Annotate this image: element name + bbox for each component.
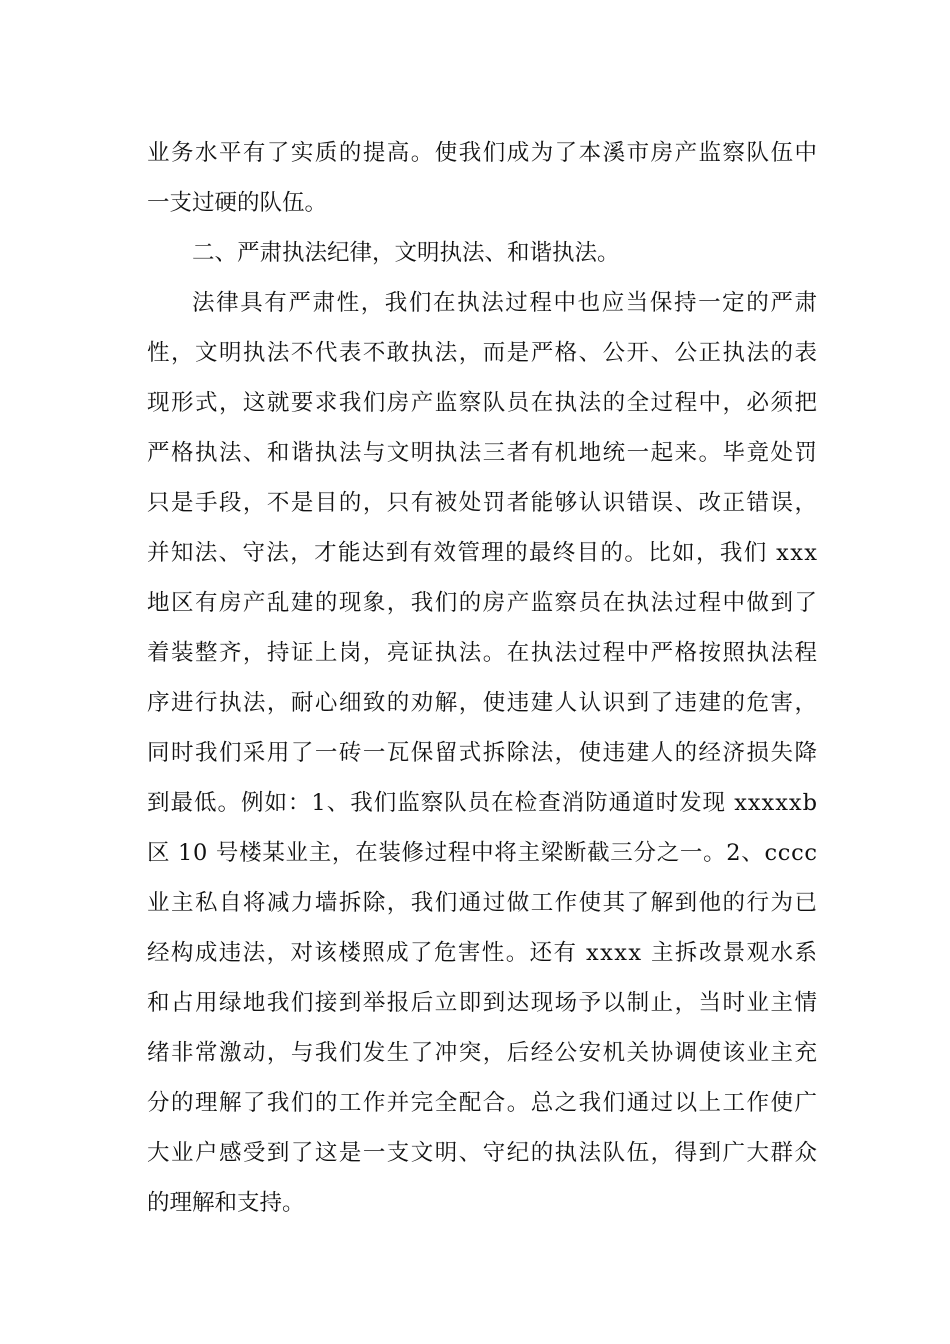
text-line: 大业户感受到了这是一支文明、守纪的执法队伍，得到广大群众	[147, 1140, 819, 1166]
text-line: 序进行执法，耐心细致的劝解，使违建人认识到了违建的危害，	[147, 690, 819, 716]
text-line: 并知法、守法，才能达到有效管理的最终目的。比如，我们 xxx	[147, 540, 819, 566]
text-line: 同时我们采用了一砖一瓦保留式拆除法，使违建人的经济损失降	[147, 740, 819, 766]
text-line: 分的理解了我们的工作并完全配合。总之我们通过以上工作使广	[147, 1090, 819, 1116]
text-line: 一支过硬的队伍。	[147, 190, 328, 216]
text-line: 区 10 号楼某业主，在装修过程中将主梁断截三分之一。2、cccc	[147, 840, 818, 866]
text-line: 经构成违法，对该楼照成了危害性。还有 xxxx 主拆改景观水系	[147, 940, 819, 966]
text-line: 业主私自将减力墙拆除，我们通过做工作使其了解到他的行为已	[147, 890, 819, 916]
text-line: 法律具有严肃性，我们在执法过程中也应当保持一定的严肃	[192, 290, 819, 316]
text-line: 现形式，这就要求我们房产监察队员在执法的全过程中，必须把	[147, 390, 819, 416]
text-line: 严格执法、和谐执法与文明执法三者有机地统一起来。毕竟处罚	[147, 440, 819, 466]
text-line: 业务水平有了实质的提高。使我们成为了本溪市房产监察队伍中	[147, 140, 819, 166]
text-line: 着装整齐，持证上岗，亮证执法。在执法过程中严格按照执法程	[147, 640, 819, 666]
body-text	[147, 128, 817, 1228]
text-line: 只是手段，不是目的，只有被处罚者能够认识错误、改正错误，	[147, 490, 819, 516]
text-line: 绪非常激动，与我们发生了冲突，后经公安机关协调使该业主充	[147, 1040, 819, 1066]
text-line: 二、严肃执法纪律，文明执法、和谐执法。	[192, 240, 620, 266]
text-line: 和占用绿地我们接到举报后立即到达现场予以制止，当时业主情	[147, 990, 819, 1016]
text-line: 地区有房产乱建的现象，我们的房产监察员在执法过程中做到了	[147, 590, 819, 616]
text-line: 的理解和支持。	[147, 1190, 305, 1216]
text-line: 到最低。例如：1、我们监察队员在检查消防通道时发现 xxxxxb	[147, 790, 818, 816]
text-line: 性，文明执法不代表不敢执法，而是严格、公开、公正执法的表	[147, 340, 819, 366]
